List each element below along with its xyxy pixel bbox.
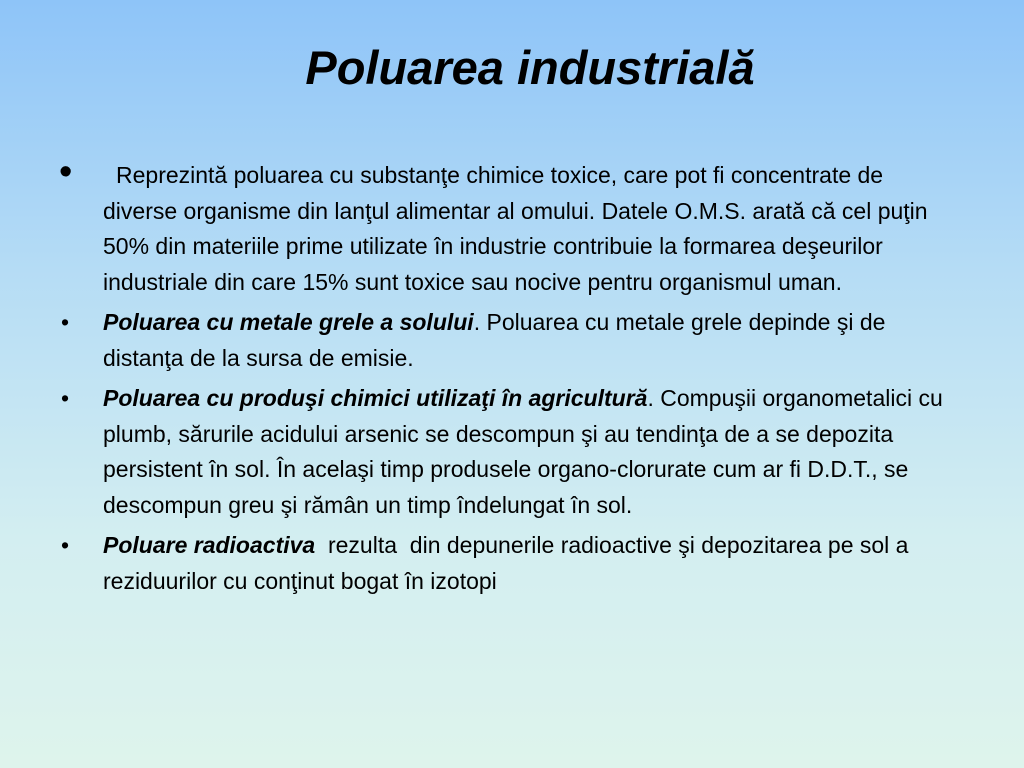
bullet-text: rezulta din depunerile radioactive şi depozitarea pe sol a reziduurilor cu conţinut bogat în izotopi bbox=[103, 532, 915, 594]
bullet-list bbox=[59, 151, 961, 604]
bullet-item-industrial-pollution bbox=[59, 151, 961, 300]
bullet-item-heavy-metals bbox=[61, 305, 961, 376]
bullet-text: . Compuşii organometalici cu plumb, sărurile acidului arsenic se descompun şi au tendinţa de a se depozita persistent în sol. În acelaşi timp produsele organo-clorurate cum ar fi D.D.T., se descompun greu şi rămân un timp îndelungat în sol. bbox=[103, 385, 943, 518]
bullet-icon: • bbox=[61, 532, 70, 558]
bullet-text: Reprezintă poluarea cu substanţe chimice toxice, care pot fi concentrate de diverse organisme din lanţul alimentar al omului. Datele O.M.S. arată că cel puţin 50% din materiile prime utilizate în industrie contribuie la formarea deşeurilor industriale din care 15% sunt toxice sau nocive pentru organismul uman. bbox=[103, 162, 928, 295]
bullet-item-agricultural-chemicals bbox=[61, 381, 961, 523]
bullet-icon: • bbox=[61, 385, 70, 411]
bullet-text: . Poluarea cu metale grele depinde şi de distanţa de la sursa de emisie. bbox=[103, 309, 886, 371]
bullet-icon: • bbox=[61, 309, 70, 335]
bullet-heading: Poluarea cu metale grele a solului bbox=[103, 309, 474, 335]
bullet-heading: Poluare radioactiva bbox=[103, 532, 316, 558]
bullet-icon: • bbox=[59, 151, 73, 193]
bullet-item-radioactive bbox=[61, 528, 961, 599]
slide-title: Poluarea industrială bbox=[305, 41, 755, 94]
bullet-heading: Poluarea cu produşi chimici utilizaţi în agricultură bbox=[103, 385, 648, 411]
